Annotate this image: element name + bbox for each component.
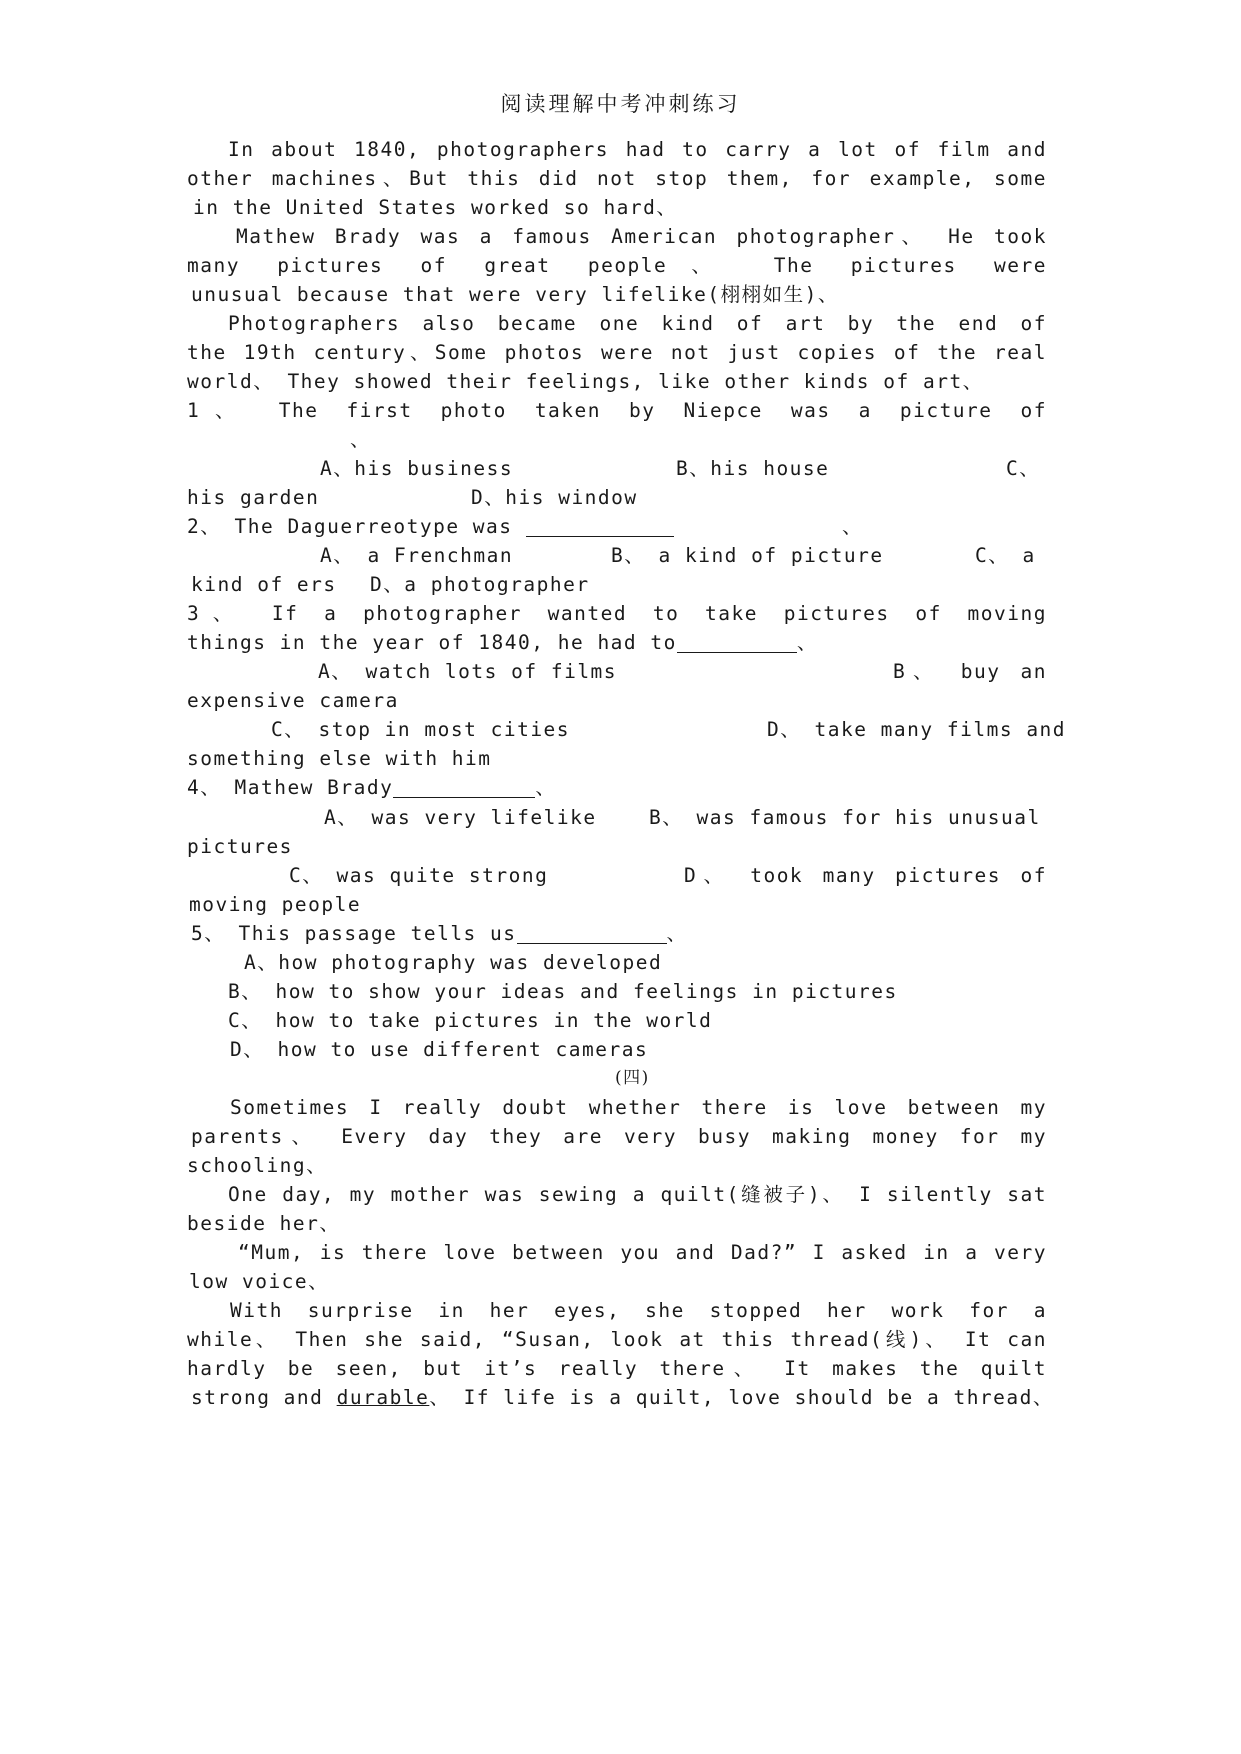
question-stem: 4、 Mathew Brady bbox=[187, 776, 394, 799]
option-d: D、his window bbox=[471, 486, 638, 509]
page-title: 阅读理解中考冲刺练习 bbox=[500, 92, 741, 116]
passage-line: In about 1840, photographers had to carry a lot of film and bbox=[228, 138, 1047, 161]
question-5-end: 、 bbox=[666, 922, 688, 945]
option-d: D、 take many films and bbox=[767, 718, 1067, 741]
story-line: “Mum, is there love between you and Dad?” I asked in a very bbox=[238, 1241, 1047, 1264]
option-d: D、 took many pictures of bbox=[684, 864, 1047, 887]
question-stem: 5、 This passage tells us bbox=[191, 922, 517, 945]
option-d-cont: something else with him bbox=[187, 747, 492, 770]
story-line bbox=[191, 1382, 1054, 1414]
passage-line: in the United States worked so hard、 bbox=[193, 196, 678, 219]
story-text: 、 If life is a quilt, love should be a thread、 bbox=[429, 1386, 1054, 1409]
question-4 bbox=[187, 772, 556, 804]
option-b: B、 how to show your ideas and feelings in pictures bbox=[228, 980, 898, 1003]
passage-line: Photographers also became one kind of art by the end of bbox=[228, 312, 1047, 335]
story-line: With surprise in her eyes, she stopped her work for a bbox=[230, 1299, 1047, 1322]
story-line: schooling、 bbox=[187, 1154, 328, 1177]
story-line: while、 Then she said, “Susan, look at this thread(线)、 It can bbox=[187, 1328, 1047, 1351]
option-b-cont: expensive camera bbox=[187, 689, 399, 712]
story-line: One day, my mother was sewing a quilt(缝被子)、 I silently sat bbox=[228, 1183, 1047, 1206]
answer-blank[interactable] bbox=[526, 516, 674, 537]
underlined-word: durable bbox=[336, 1386, 430, 1409]
question-2 bbox=[187, 511, 674, 543]
question-3-end: 、 bbox=[796, 631, 818, 654]
passage-line: other machines、But this did not stop them, for example, some bbox=[187, 167, 1047, 190]
question-1-end: 、 bbox=[350, 428, 372, 451]
section-number: (四) bbox=[615, 1068, 650, 1088]
story-line: Sometimes I really doubt whether there is love between my bbox=[230, 1096, 1047, 1119]
question-stem: things in the year of 1840, he had to bbox=[187, 631, 677, 654]
story-line: beside her、 bbox=[187, 1212, 341, 1235]
passage-line: the 19th century、Some photos were not just copies of the real bbox=[187, 341, 1047, 364]
option-b-cont: pictures bbox=[187, 835, 293, 858]
option-c: C、 a bbox=[975, 544, 1036, 567]
option-c: C、 stop in most cities bbox=[271, 718, 571, 741]
story-text: strong and bbox=[191, 1386, 337, 1409]
option-d-cont: moving people bbox=[189, 893, 362, 916]
question-1: 1、 The first photo taken by Niepce was a picture of bbox=[187, 399, 1047, 422]
option-a: A、 a Frenchman bbox=[320, 544, 514, 567]
question-stem: 2、 The Daguerreotype was bbox=[187, 515, 513, 538]
option-d: D、 how to use different cameras bbox=[230, 1038, 649, 1061]
question-3-stem bbox=[187, 627, 818, 659]
passage-line: unusual because that were very lifelike(栩栩如生)、 bbox=[191, 283, 839, 306]
option-c: C、 was quite strong bbox=[289, 864, 549, 887]
question-5 bbox=[191, 918, 688, 950]
option-c: C、 how to take pictures in the world bbox=[228, 1009, 713, 1032]
question-4-end: 、 bbox=[535, 776, 557, 799]
option-d: D、a photographer bbox=[370, 573, 590, 596]
option-b: B、 a kind of picture bbox=[611, 544, 884, 567]
answer-blank[interactable] bbox=[677, 632, 797, 653]
answer-blank[interactable] bbox=[393, 777, 535, 798]
answer-blank[interactable] bbox=[517, 923, 667, 944]
option-a: A、 was very lifelike bbox=[324, 806, 597, 829]
story-line: parents、 Every day they are very busy making money for my bbox=[191, 1125, 1047, 1148]
question-3: 3、 If a photographer wanted to take pictures of moving bbox=[187, 602, 1047, 625]
option-c-cont: kind of ers bbox=[191, 573, 337, 596]
option-b: B、his house bbox=[676, 457, 830, 480]
story-line: hardly be seen, but it’s really there、 It makes the quilt bbox=[187, 1357, 1047, 1380]
option-a: A、how photography was developed bbox=[244, 951, 663, 974]
option-b: B、 was famous for his unusual bbox=[649, 806, 1041, 829]
option-c: C、 bbox=[1006, 457, 1041, 480]
option-a: A、his business bbox=[320, 457, 514, 480]
option-c-cont: his garden bbox=[187, 486, 320, 509]
passage-line: many pictures of great people、 The pictures were bbox=[187, 254, 1047, 277]
option-b: B、 buy an bbox=[893, 660, 1047, 683]
story-line: low voice、 bbox=[189, 1270, 330, 1293]
passage-line: world、 They showed their feelings, like other kinds of art、 bbox=[187, 370, 984, 393]
option-a: A、 watch lots of films bbox=[318, 660, 618, 683]
passage-line: Mathew Brady was a famous American photographer、 He took bbox=[236, 225, 1047, 248]
question-2-end: 、 bbox=[842, 515, 864, 538]
